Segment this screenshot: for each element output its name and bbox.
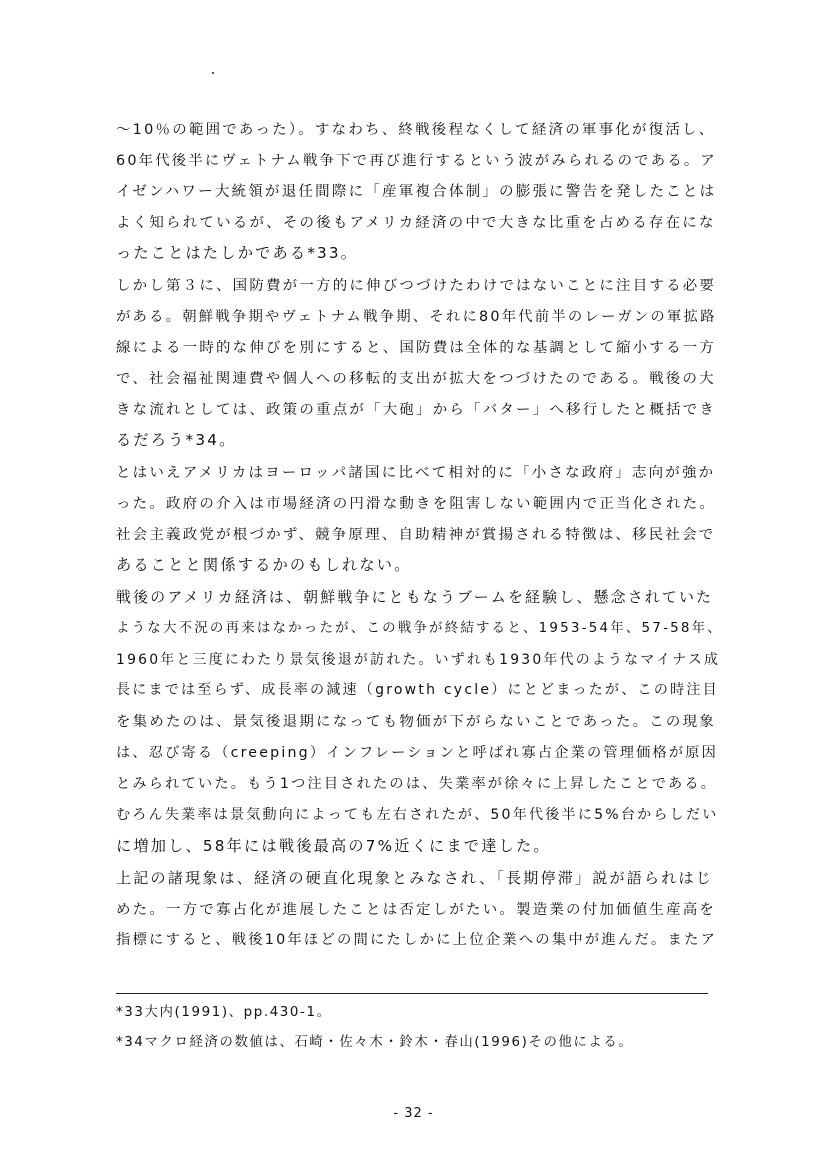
text-line: 1960年と三度にわたり景気後退が訪れた。いずれも1930年代のようなマイナス成 bbox=[116, 652, 721, 668]
text-line: 60年代後半にヴェトナム戦争下で再び進行するという波がみられるのである。ア bbox=[116, 153, 717, 169]
text-line: がある。朝鮮戦争期やヴェトナム戦争期、それに80年代前半のレーガンの軍拡路 bbox=[116, 309, 717, 325]
text-line: 社会主義政党が根づかず、競争原理、自助精神が賞揚される特徴は、移民社会で bbox=[116, 527, 716, 543]
text-line: とはいえアメリカはヨーロッパ諸国に比べて相対的に「小さな政府」志向が強か bbox=[116, 465, 716, 481]
text-line: に増加し、58年には戦後最高の7%近くにまで達した。 bbox=[116, 837, 551, 855]
text-line: とみられていた。もう1つ注目されたのは、失業率が徐々に上昇したことである。 bbox=[116, 776, 718, 792]
text-line: 戦後のアメリカ経済は、朝鮮戦争にともなうブームを経験し、懸念されていた bbox=[116, 588, 714, 606]
footnote-33: *33大内(1991)、pp.430-1。 bbox=[116, 1005, 332, 1020]
text-line: った。政府の介入は市場経済の円滑な動きを阻害しない範囲内で正当化された。 bbox=[116, 496, 717, 512]
text-line: あることと関係するかのもしれない。 bbox=[116, 556, 412, 574]
text-line: しかし第３に、国防費が一方的に伸びつづけたわけではないことに注目する必要 bbox=[116, 278, 717, 294]
text-line: 長にまでは至らず、成長率の減速（growth cycle）にとどまったが、この時注目 bbox=[116, 682, 719, 698]
text-line: よく知られているが、その後もアメリカ経済の中で大きな比重を占める存在にな bbox=[116, 215, 716, 231]
text-line: は、忍び寄る（creeping）インフレーションと呼ばれ寡占企業の管理価格が原因 bbox=[116, 745, 719, 761]
text-line: 指標にすると、戦後10年ほどの間にたしかに上位企業への集中が進んだ。またア bbox=[116, 932, 718, 948]
text-line: ような大不況の再来はなかったが、この戦争が終結すると、1953-54年、57-58年、 bbox=[116, 621, 723, 636]
text-line: イゼンハワー大統領が退任間際に「産軍複合体制」の膨張に警告を発したことは bbox=[116, 184, 717, 200]
footnote-34: *34マクロ経済の数値は、石崎・佐々木・鈴木・春山(1996)その他による。 bbox=[116, 1035, 634, 1050]
text-line: ったことはたしかである*33。 bbox=[116, 244, 359, 262]
text-line: を集めたのは、景気後退期になっても物価が下がらないことであった。この現象 bbox=[116, 714, 716, 730]
text-line: むろん失業率は景気動向によっても左右されたが、50年代後半に5%台からしだい bbox=[116, 807, 719, 823]
text-line: めた。一方で寡占化が進展したことは否定しがたい。製造業の付加価値生産高を bbox=[116, 902, 717, 918]
text-line: るだろう*34。 bbox=[116, 431, 237, 449]
text-line: きな流れとしては、政策の重点が「大砲」から「バター」へ移行したと概括でき bbox=[116, 402, 717, 418]
text-line: で、社会福祉関連費や個人への移転的支出が拡大をつづけたのである。戦後の大 bbox=[116, 371, 716, 387]
text-line: 上記の諸現象は、経済の硬直化現象とみなされ、「長期停滞」説が語られはじ bbox=[116, 869, 714, 887]
footnote-divider bbox=[116, 993, 708, 994]
page-number: - 32 - bbox=[393, 1106, 434, 1121]
scan-speck bbox=[212, 72, 214, 74]
text-line: 線による一時的な伸びを別にすると、国防費は全体的な基調として縮小する一方 bbox=[116, 340, 717, 356]
text-line: ～10％の範囲であった）。すなわち、終戦後程なくして経済の軍事化が復活し、 bbox=[116, 122, 716, 138]
